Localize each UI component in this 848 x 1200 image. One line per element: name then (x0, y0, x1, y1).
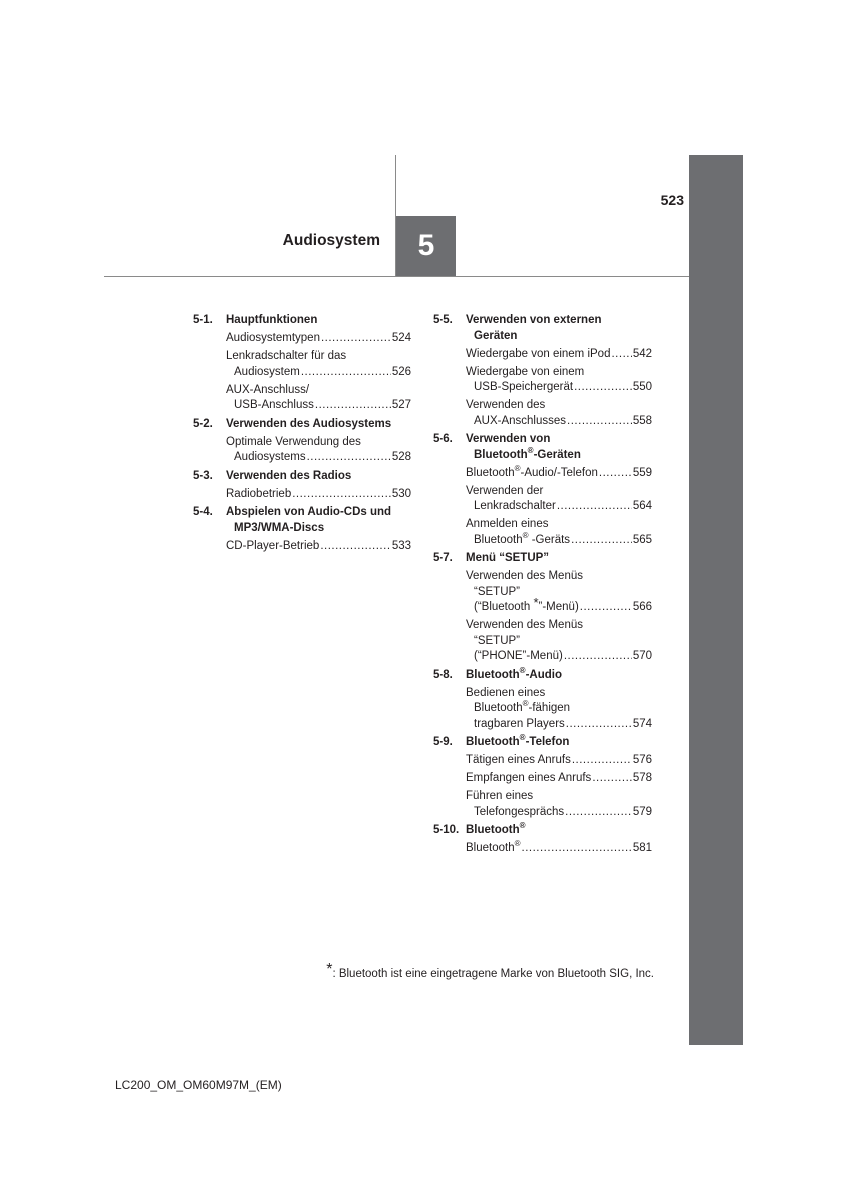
toc-section-5-5[interactable]: 5-5. Verwenden von externen Geräten (433, 314, 602, 342)
toc-entry[interactable]: Anmelden eines Bluetooth® -Geräts ..... 565 (433, 517, 652, 548)
toc-section-5-9[interactable]: 5-9. Bluetooth®-Telefon (433, 733, 570, 748)
toc-right-column (433, 313, 652, 857)
registered-mark: ® (514, 463, 521, 473)
registered-mark: ® (522, 699, 529, 708)
toc-section-5-7[interactable]: 5-7. Menü “SETUP” (433, 552, 550, 564)
chapter-number-box: 5 (396, 216, 456, 276)
toc-section-5-3[interactable]: 5-3. Verwenden des Radios (193, 469, 352, 482)
header-horizontal-rule (104, 276, 690, 277)
toc-entry[interactable]: Bluetooth® ..... 581 (433, 841, 652, 857)
registered-mark: ® (527, 445, 534, 455)
toc-section-5-1[interactable]: 5-1. Hauptfunktionen (193, 314, 318, 326)
toc-entry[interactable]: Wiedergabe von einem USB-Speichergerät ..... 550 (433, 365, 652, 396)
toc-entry[interactable]: Wiedergabe von einem iPod ..... 542 (433, 347, 652, 363)
registered-mark: ® (519, 821, 526, 830)
toc-entry[interactable]: AUX-Anschluss/ USB-Anschluss ..... 527 (193, 383, 411, 414)
toc-entry[interactable]: Empfangen eines Anrufs ..... 578 (433, 771, 652, 787)
asterisk-mark: * (326, 961, 333, 978)
document-code: LC200_OM_OM60M97M_(EM) (115, 1078, 282, 1092)
toc-entry[interactable]: Verwenden der Lenkradschalter ..... 564 (433, 484, 652, 515)
toc-entry[interactable]: Tätigen eines Anrufs ..... 576 (433, 753, 652, 769)
toc-entry[interactable]: Bedienen eines Bluetooth®-fähigen tragbaren Players ..... 574 (433, 686, 652, 733)
toc-entry[interactable]: Führen eines Telefongesprächs ..... 579 (433, 789, 652, 820)
registered-mark: ® (519, 665, 526, 675)
toc-entry[interactable]: Bluetooth®-Audio/-Telefon ..... 559 (433, 466, 652, 482)
chapter-title: Audiosystem (282, 232, 380, 249)
registered-mark: ® (522, 530, 529, 540)
asterisk-mark: * (533, 595, 539, 610)
toc-entry[interactable]: Audiosystemtypen ..... 524 (193, 331, 411, 347)
trademark-footnote: *: Bluetooth ist eine eingetragene Marke von Bluetooth SIG, Inc. (326, 961, 654, 980)
toc-section-5-4[interactable]: 5-4. Abspielen von Audio-CDs und MP3/WMA-Discs (193, 506, 392, 534)
chapter-thumb-tab (689, 155, 743, 1045)
page-number: 523 (660, 192, 684, 208)
toc-entry[interactable]: Optimale Verwendung des Audiosystems ..... 528 (193, 435, 411, 466)
toc-entry[interactable]: Radiobetrieb ..... 530 (193, 487, 411, 503)
toc-entry[interactable]: Lenkradschalter für das Audiosystem ..... 526 (193, 349, 411, 380)
toc-section-5-2[interactable]: 5-2. Verwenden des Audiosystems (193, 417, 392, 430)
toc-section-5-6[interactable]: 5-6. Verwenden von Bluetooth®-Geräten (433, 433, 581, 461)
toc-section-5-8[interactable]: 5-8. Bluetooth®-Audio (433, 665, 562, 681)
registered-mark: ® (519, 733, 526, 742)
toc-entry[interactable]: Verwenden des Menüs “SETUP” (“Bluetooth *”-Menü) ..... 566 (433, 569, 652, 616)
toc-entry[interactable]: CD-Player-Betrieb ..... 533 (193, 539, 411, 555)
toc-entry[interactable]: Verwenden des AUX-Anschlusses ..... 558 (433, 398, 652, 429)
registered-mark: ® (514, 839, 521, 848)
toc-section-5-10[interactable]: 5-10. Bluetooth® (433, 821, 526, 836)
toc-left-column (193, 313, 411, 554)
toc-entry[interactable]: Verwenden des Menüs “SETUP” (“PHONE”-Menü) ..... 570 (433, 618, 652, 665)
